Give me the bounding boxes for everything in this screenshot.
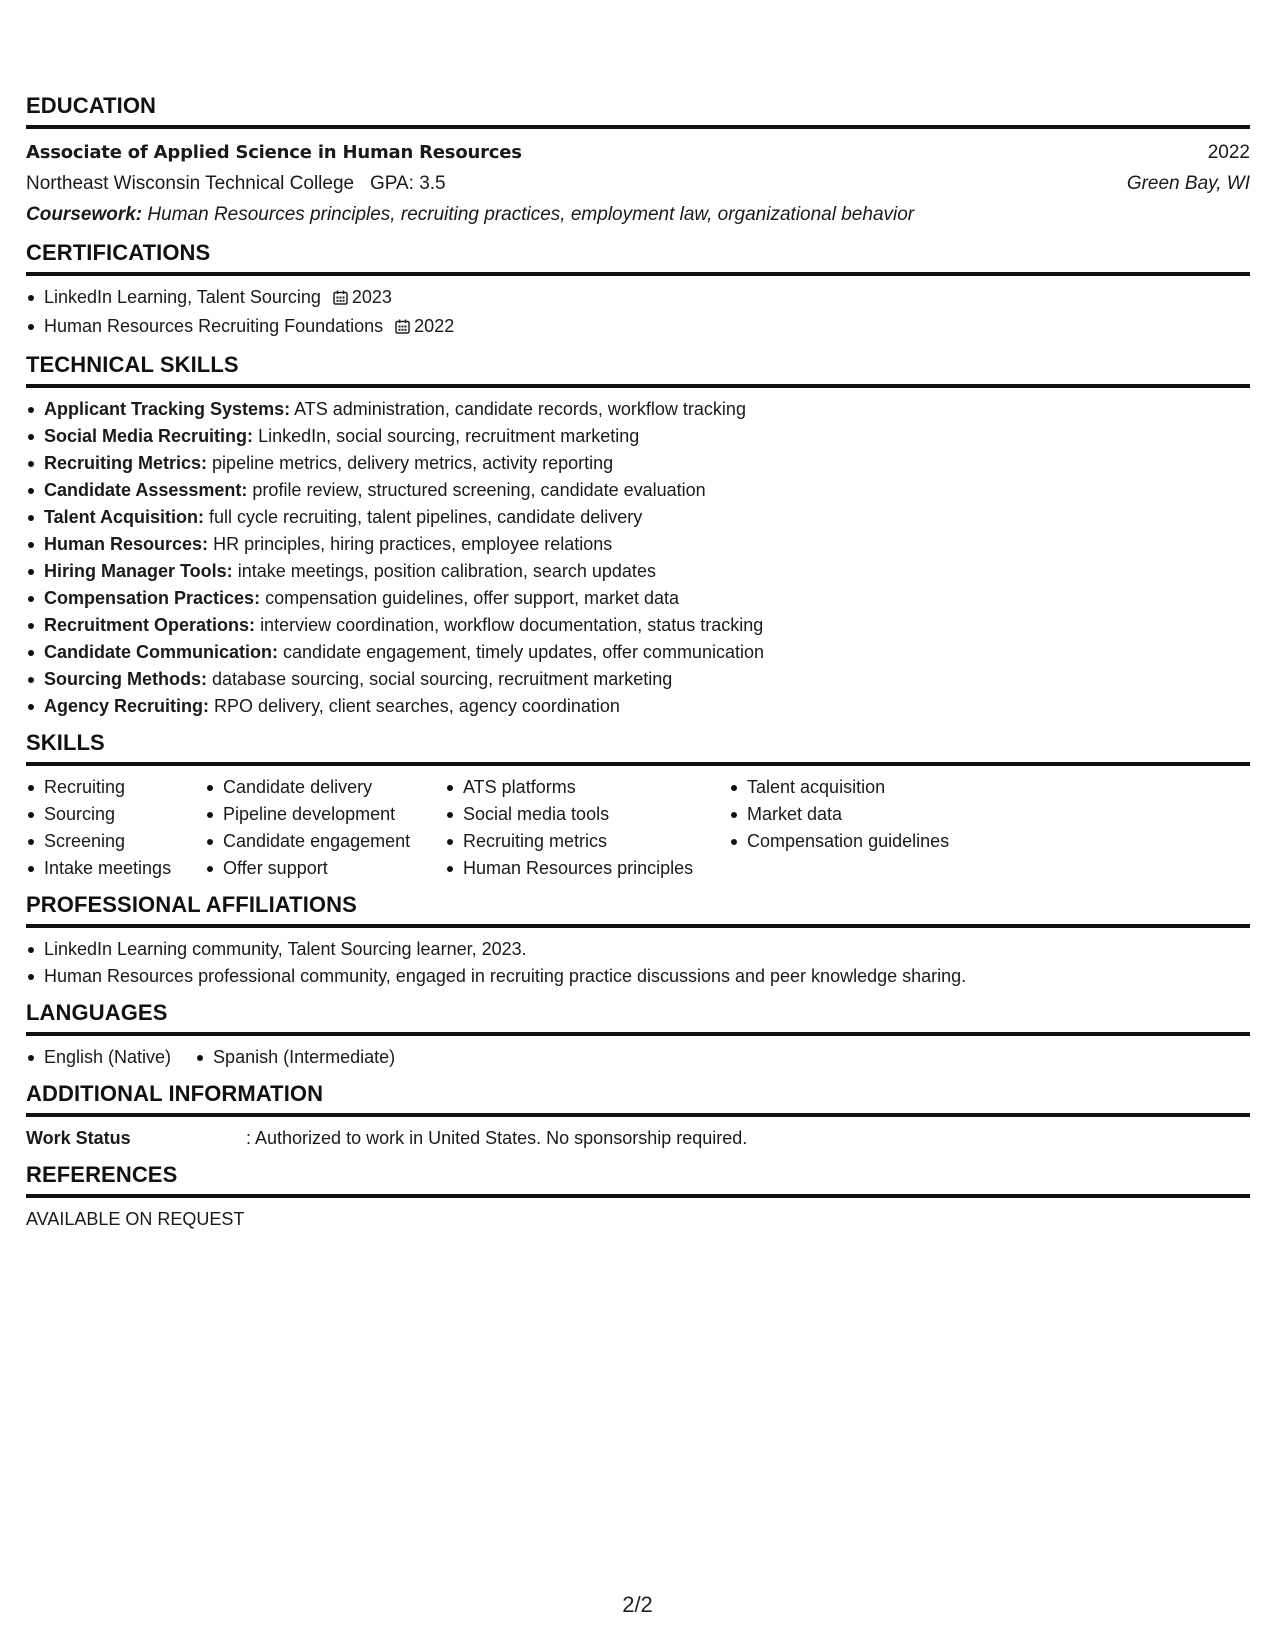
skill-detail: HR principles, hiring practices, employee relations — [213, 534, 613, 554]
list-item — [26, 558, 1250, 585]
list-item — [26, 284, 1250, 313]
list-item — [26, 693, 1250, 720]
list-item: Spanish (Intermediate) — [195, 1044, 395, 1071]
calendar-icon — [395, 315, 410, 342]
certification-name: Human Resources Recruiting Foundations — [44, 316, 384, 336]
work-status-row — [26, 1125, 1250, 1152]
skills-column-3 — [445, 774, 707, 882]
list-item: Candidate engagement — [205, 828, 423, 855]
school-info — [26, 168, 446, 199]
list-item: Intake meetings — [26, 855, 183, 882]
skills-column-2 — [205, 774, 423, 882]
calendar-icon — [333, 286, 348, 313]
skills-column-1 — [26, 774, 183, 882]
list-item: Recruiting — [26, 774, 183, 801]
skill-detail: full cycle recruiting, talent pipelines, candidate delivery — [209, 507, 643, 527]
degree-name: Associate of Applied Science in Human Resources — [26, 142, 522, 163]
list-item: Recruiting metrics — [445, 828, 707, 855]
skill-category: Sourcing Methods: — [44, 669, 207, 689]
skill-category: Recruitment Operations: — [44, 615, 256, 635]
list-item — [26, 477, 1250, 504]
certification-year: 2022 — [414, 316, 455, 336]
skill-category: Agency Recruiting: — [44, 696, 210, 716]
references-text: AVAILABLE ON REQUEST — [26, 1209, 245, 1229]
list-item: Compensation guidelines — [729, 828, 949, 855]
list-item: Human Resources professional community, engaged in recruiting practice discussions and peer knowledge sharing. — [26, 963, 1250, 990]
skill-detail: candidate engagement, timely updates, offer communication — [283, 642, 764, 662]
additional-info-section — [26, 1081, 1250, 1152]
list-item: Talent acquisition — [729, 774, 949, 801]
list-item — [26, 531, 1250, 558]
list-item: Sourcing — [26, 801, 183, 828]
skill-category: Candidate Assessment: — [44, 480, 248, 500]
page-number: 2/2 — [622, 1592, 653, 1617]
skill-category: Hiring Manager Tools: — [44, 561, 233, 581]
list-item — [26, 612, 1250, 639]
list-item: Candidate delivery — [205, 774, 423, 801]
work-status-value: : Authorized to work in United States. No sponsorship required. — [246, 1128, 748, 1148]
skill-category: Compensation Practices: — [44, 588, 261, 608]
school-row — [26, 168, 1250, 199]
skill-detail: database sourcing, social sourcing, recruitment marketing — [212, 669, 673, 689]
skill-category: Candidate Communication: — [44, 642, 279, 662]
school-name: Northeast Wisconsin Technical College — [26, 173, 355, 194]
list-item: English (Native) — [26, 1044, 171, 1071]
skill-detail: pipeline metrics, delivery metrics, activity reporting — [212, 453, 614, 473]
section-title-additional-info: ADDITIONAL INFORMATION — [26, 1081, 1250, 1117]
resume-page — [26, 93, 1250, 1243]
skill-category: Talent Acquisition: — [44, 507, 204, 527]
skill-detail: interview coordination, workflow documentation, status tracking — [260, 615, 764, 635]
technical-skills-section — [26, 352, 1250, 720]
skill-detail: compensation guidelines, offer support, market data — [265, 588, 679, 608]
skills-section — [26, 730, 1250, 882]
list-item — [26, 450, 1250, 477]
list-item: ATS platforms — [445, 774, 707, 801]
technical-skills-list — [26, 396, 1250, 720]
skill-category: Social Media Recruiting: — [44, 426, 254, 446]
section-title-languages: LANGUAGES — [26, 1000, 1250, 1036]
list-item: Human Resources principles — [445, 855, 707, 882]
section-title-skills: SKILLS — [26, 730, 1250, 766]
list-item — [26, 585, 1250, 612]
list-item: Screening — [26, 828, 183, 855]
skill-detail: ATS administration, candidate records, workflow tracking — [294, 399, 746, 419]
skill-detail: LinkedIn, social sourcing, recruitment marketing — [258, 426, 640, 446]
coursework — [26, 199, 1250, 230]
list-item: Market data — [729, 801, 949, 828]
skill-category: Recruiting Metrics: — [44, 453, 208, 473]
skills-column-4 — [729, 774, 949, 882]
education-section — [26, 93, 1250, 230]
references-section — [26, 1162, 1250, 1233]
skill-detail: intake meetings, position calibration, search updates — [237, 561, 656, 581]
list-item — [26, 504, 1250, 531]
skill-detail: profile review, structured screening, candidate evaluation — [252, 480, 706, 500]
school-location: Green Bay, WI — [1126, 173, 1250, 194]
section-title-references: REFERENCES — [26, 1162, 1250, 1198]
languages-list — [26, 1044, 1250, 1071]
languages-section — [26, 1000, 1250, 1071]
certification-year: 2023 — [351, 287, 392, 307]
skill-category: Applicant Tracking Systems: — [44, 399, 291, 419]
list-item — [26, 396, 1250, 423]
list-item — [26, 639, 1250, 666]
certifications-list — [26, 284, 1250, 342]
work-status-label: Work Status — [26, 1128, 131, 1148]
graduation-year: 2022 — [1207, 142, 1250, 163]
section-title-affiliations: PROFESSIONAL AFFILIATIONS — [26, 892, 1250, 928]
section-title-technical-skills: TECHNICAL SKILLS — [26, 352, 1250, 388]
certification-name: LinkedIn Learning, Talent Sourcing — [44, 287, 321, 307]
list-item — [26, 666, 1250, 693]
coursework-text: Human Resources principles, recruiting practices, employment law, organizational behavior — [147, 204, 915, 225]
skills-grid — [26, 774, 1250, 882]
list-item — [26, 313, 1250, 342]
list-item: Pipeline development — [205, 801, 423, 828]
list-item: LinkedIn Learning community, Talent Sourcing learner, 2023. — [26, 936, 1250, 963]
affiliations-section — [26, 892, 1250, 990]
skill-category: Human Resources: — [44, 534, 209, 554]
certifications-section — [26, 240, 1250, 342]
skill-detail: RPO delivery, client searches, agency coordination — [214, 696, 620, 716]
section-title-education: EDUCATION — [26, 93, 1250, 129]
list-item: Social media tools — [445, 801, 707, 828]
gpa: GPA: 3.5 — [369, 173, 446, 194]
list-item — [26, 423, 1250, 450]
affiliations-list — [26, 936, 1250, 990]
list-item: Offer support — [205, 855, 423, 882]
degree-row — [26, 137, 1250, 168]
section-title-certifications: CERTIFICATIONS — [26, 240, 1250, 276]
coursework-label: Coursework: — [26, 204, 143, 225]
